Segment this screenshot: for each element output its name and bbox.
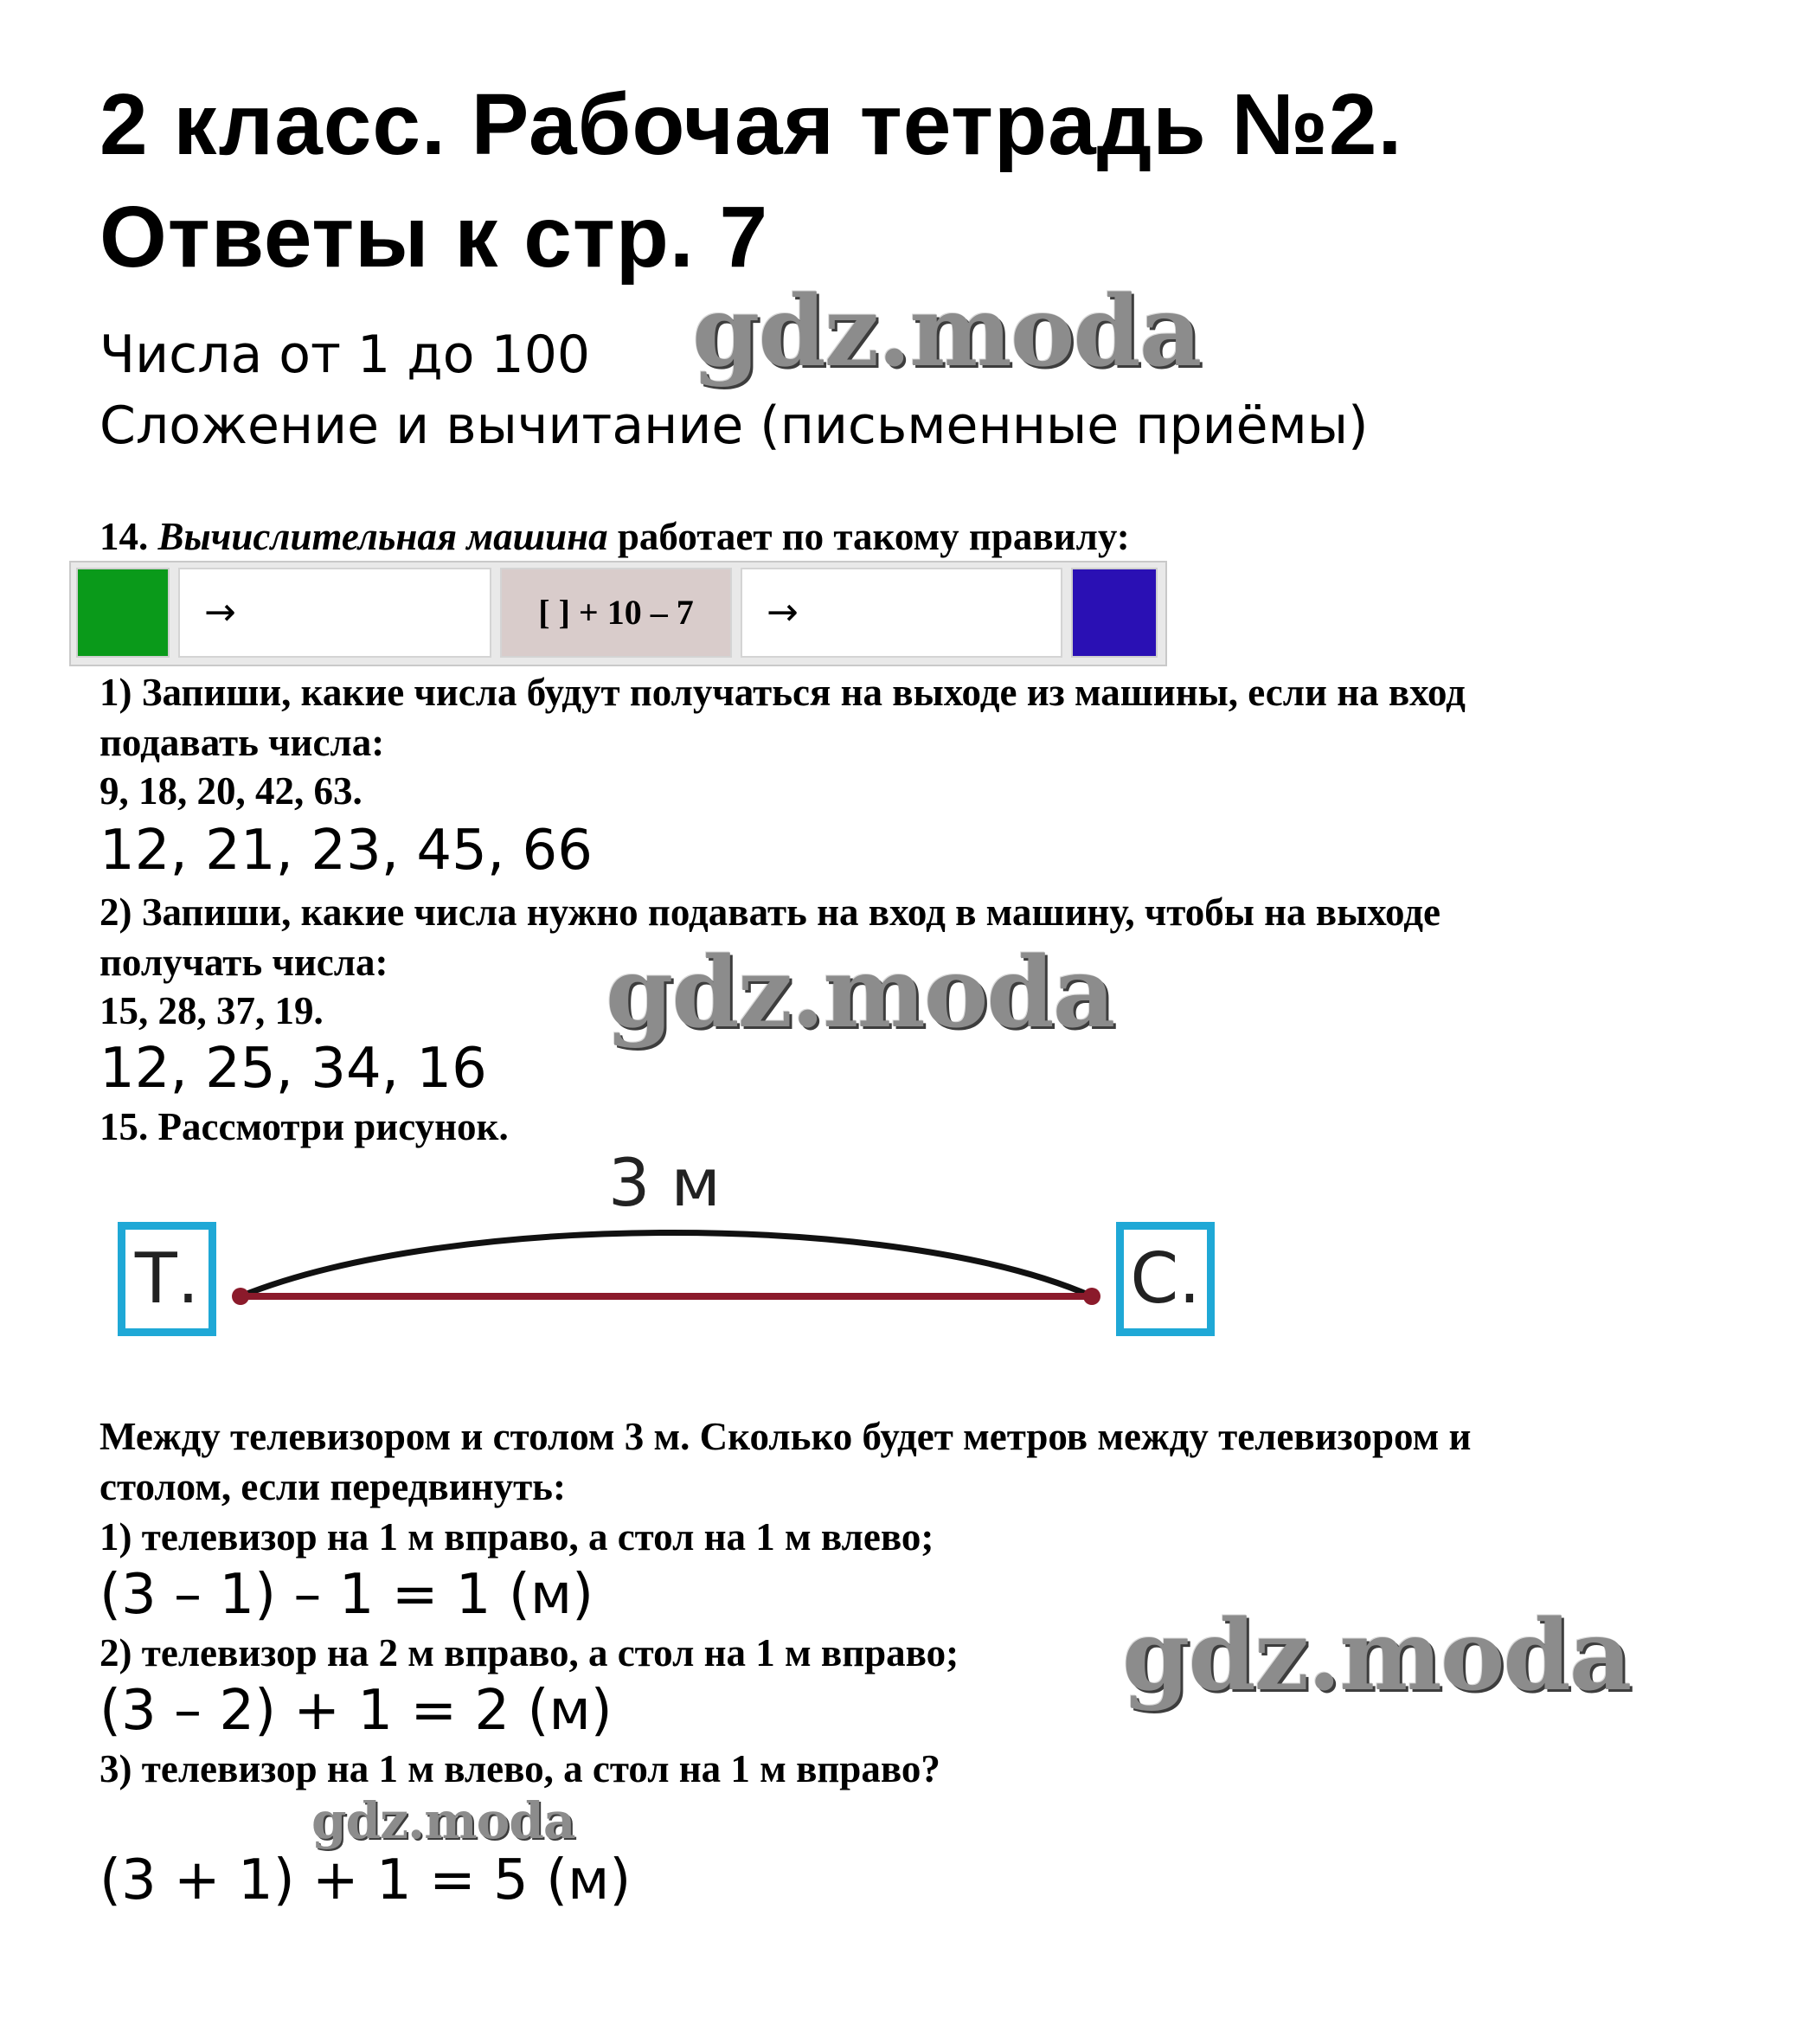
task-15-text-line-2: столом, если передвинуть: — [99, 1465, 566, 1508]
task-15-heading: 15. Рассмотри рисунок. — [99, 1105, 509, 1148]
question-1-numbers: 9, 18, 20, 42, 63. — [99, 769, 363, 813]
topic-title: Числа от 1 до 100 — [99, 325, 591, 385]
question-1-answer: 12, 21, 23, 45, 66 — [99, 819, 593, 883]
page-title-line-2: Ответы к стр. 7 — [99, 189, 769, 286]
subquestion-2: 2) телевизор на 2 м вправо, а стол на 1 м вправо; — [99, 1631, 959, 1674]
question-2-line-2: получать числа: — [99, 941, 388, 984]
subtopic-title: Сложение и вычитание (письменные приёмы) — [99, 395, 1369, 456]
subquestion-2-answer: (3 – 2) + 1 = 2 (м) — [99, 1679, 613, 1743]
subquestion-3-answer: (3 + 1) + 1 = 5 (м) — [99, 1848, 632, 1912]
watermark: gdz.moda — [311, 1791, 575, 1850]
task-statement-rest: работает по такому правилу: — [617, 515, 1130, 558]
task-number: 14. — [99, 515, 149, 558]
watermark: gdz.moda — [1122, 1599, 1631, 1713]
arrow-right-icon: → — [204, 590, 236, 634]
subquestion-1-answer: (3 – 1) – 1 = 1 (м) — [99, 1563, 594, 1627]
question-1-line-1: 1) Запиши, какие числа будут получаться на выходе из машины, если на вход — [99, 671, 1466, 714]
arrow-right-icon: → — [767, 590, 799, 634]
table-label-box: С. — [1116, 1222, 1215, 1336]
distance-label: 3 м — [608, 1144, 721, 1221]
question-2-numbers: 15, 28, 37, 19. — [99, 989, 324, 1032]
task-15-text-line-1: Между телевизором и столом 3 м. Сколько будет метров между телевизором и — [99, 1415, 1472, 1458]
machine-rule-cell: [ ] + 10 – 7 — [500, 568, 732, 658]
tv-label-box: Т. — [118, 1222, 216, 1336]
task-italic-phrase: Вычислительная машина — [157, 515, 608, 558]
segment-start-point — [232, 1288, 249, 1305]
segment-end-point — [1083, 1288, 1100, 1305]
question-2-line-1: 2) Запиши, какие числа нужно подавать на вход в машину, чтобы на выходе — [99, 890, 1440, 934]
watermark: gdz.moda — [606, 936, 1114, 1050]
subquestion-3: 3) телевизор на 1 м влево, а стол на 1 м вправо? — [99, 1747, 940, 1790]
question-2-answer: 12, 25, 34, 16 — [99, 1037, 487, 1101]
page-title-line-1: 2 класс. Рабочая тетрадь №2. — [99, 76, 1403, 173]
question-1-line-2: подавать числа: — [99, 721, 385, 764]
subquestion-1: 1) телевизор на 1 м вправо, а стол на 1 м влево; — [99, 1515, 934, 1559]
watermark: gdz.moda — [692, 275, 1201, 389]
distance-arc — [241, 1233, 1092, 1297]
